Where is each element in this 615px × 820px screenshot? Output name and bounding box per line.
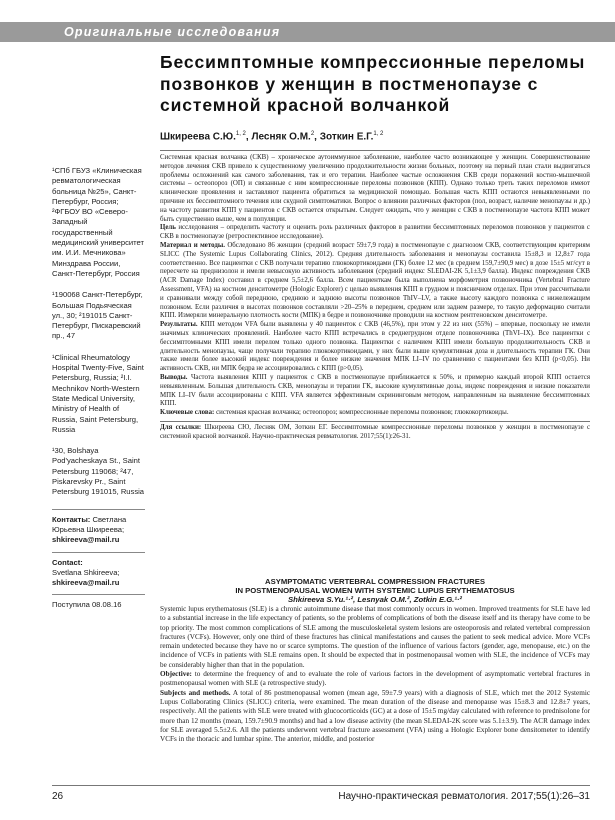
author-affiliation: 2 — [310, 131, 315, 137]
author-name: Зоткин Е.Г. — [319, 131, 374, 143]
abstract-en-methods: Subjects and methods. A total of 86 postmenopausal women (mean age, 59±7.9 years) with a diagnosis of SLE, which met the 2012 Systemic Lupus Collaborating Clinics (SLICC) criteria, were examined. The mean duration of the disease and menopause was 15±8.3 and 12.8±7 years, respectively. All the patients with SLE were treated with glucocorticoids (GC) at a dose of 15±5 mg/day calculated with reference to prednisolone for more than 12 months (mean, 159.7±90.9 months) and had a low disease activity (the mean SLEDAI-2K score was 5.1±3.9). The ACR damage index for SLE averaged 5.5±2.6. All the patients underwent vertebral fracture assessment (VFA) using a Hologic Explorer bone densitometer to identify VCFs in the thoracic and lumbar spine. The anterior, middle, and posterior — [160, 688, 591, 744]
abstract-ru-objective: Цель исследования – определить частоту и оценить роль различных факторов в развитии бессимптомных переломов позвонков у пациентов с СКВ в постменопаузе (ретроспективное исследование). — [160, 224, 590, 241]
article-title: Бессимптомные компрессионные переломы позвонков у женщин в постменопаузе с системной красной волчанкой — [160, 52, 586, 115]
abstract-ru-conclusions: Выводы. Частота выявления КПП у пациенток с СКВ в постменопаузе приближается к 50%, и примерно каждый второй КПП остается невыявленным. Большая длительность СКВ, менопаузы и терапии ГК, высокие кумулятивные дозы, индекс повреждения и низкие показатели МПК LI–IV были ассоциированы с КПП. VFA является эффективным скрининговым методом, направленным на выявление бессимптомных КПП. — [160, 373, 590, 408]
sidebar-rule — [52, 509, 145, 510]
author-affiliation: 1, 2 — [373, 131, 384, 137]
english-title-line: ASYMPTOMATIC VERTEBRAL COMPRESSION FRACTURES — [265, 577, 485, 586]
title-rule — [160, 150, 590, 151]
methods-label: Материал и методы. — [160, 241, 225, 249]
journal-reference: Научно-практическая ревматология. 2017;55(1):26–31 — [338, 791, 590, 802]
contacts-label: Контакты: — [52, 514, 91, 524]
affiliation-en: ¹Clinical Rheumatology Hospital Twenty-Five, Saint Petersburg, Russia; ²I.I. Mechnikov North-Western State Medical University, Ministry of Health of Russia, Saint Petersburg, Russia — [52, 352, 144, 434]
abstract-en — [160, 605, 590, 744]
results-label: Результаты. — [160, 321, 198, 329]
citation-rule — [160, 421, 590, 422]
contacts-en — [52, 558, 145, 589]
author-name: Шкиреева С.Ю. — [160, 131, 236, 143]
english-heading — [160, 577, 590, 605]
contact-name: Svetlana Shkireeva; — [52, 567, 120, 577]
contacts-name: Светлана Юрьевна Шкиреева; — [52, 514, 127, 534]
address-ru: ¹190068 Санкт-Петербург, Большая Подьяческая ул., 30; ²191015 Санкт-Петербург, Пискаревский пр., 47 — [52, 290, 143, 341]
objective-label-en: Objective: — [160, 670, 192, 679]
abstract-ru-citation: Для ссылки: Шкиреева СЮ, Лесняк ОМ, Зоткин ЕГ. Бессимптомные компрессионные переломы позвонков у женщин в постменопаузе с системной красной волчанкой. Научно-практическая ревматология. 2017;55(1):26-31. — [160, 423, 590, 440]
contact-label: Contact: — [52, 557, 83, 567]
sidebar-rule — [52, 552, 145, 553]
keywords-label: Ключевые слова: — [160, 409, 215, 417]
methods-label-en: Subjects and methods. — [160, 688, 231, 697]
page-number: 26 — [52, 791, 64, 802]
english-title-line: IN POSTMENOPAUSAL WOMEN WITH SYSTEMIC LUPUS ERYTHEMATOSUS — [235, 586, 515, 596]
page-footer — [52, 785, 590, 802]
citation-label: Для ссылки: — [160, 423, 202, 431]
contacts-email-link[interactable]: shkireeva@mail.ru — [52, 535, 120, 545]
conclusions-label: Выводы. — [160, 373, 188, 381]
contacts-ru — [52, 515, 145, 546]
abstract-en-intro: Systemic lupus erythematosus (SLE) is a chronic autoimmune disease that most commonly occurs in women. Improved treatments for SLE have led to a substantial increase in the life expectancy of patients, so the problems of complications of both the disease itself and its therapy have come to be top priority. The most common complications of SLE among the musculoskeletal system lesions are osteoporosis and related vertebral compression fractures (VCFs). However, only one third of these fractures has clinical manifestations and causes the patient to seek medical advice. More VCFs remain undetected because they have no or scarce symptoms. The question of the influence of various factors (gender, age, menopause, etc.) on the incidence of VCFs in patients with SLE remains open. It should be expected that in postmenopausal women with SLE, the incidence of VCFs may be considerably higher than that in the population. — [160, 605, 590, 669]
abstract-ru-intro: Системная красная волчанка (СКВ) – хроническое аутоиммунное заболевание, наиболее часто возникающее у женщин. Совершенствование методов лечения СКВ привело к существенному увеличению продолжительности жизни больных, поэтому на первый план стали выдвигаться проблемы осложнений как самого заболевания, так и его терапии. Наиболее частые осложнения СКВ среди поражений костно-мышечной системы – остеопороз (ОП) и связанные с ним компрессионные переломы позвонков (КПП). Однако только треть таких переломов имеют клинические проявления и заставляют пациента обратиться за медицинской помощью. Большая часть КПП остаются невыявленными по причине их бессимптомного течения или скудной симптоматики. Вопрос о влиянии различных факторов (пол, возраст, наличие менопаузы и др.) на частоту развития КПП у пациентов с СКВ остается открытым. Следует ожидать, что у женщин с СКВ в постменопаузе частота КПП может быть существенно выше, чем в популяции. — [160, 154, 590, 223]
sidebar-rule — [52, 594, 145, 595]
english-authors: Shkireeva S.Yu.¹·², Lesnyak O.M.², Zotkin E.G.¹·² — [288, 595, 462, 605]
author-list: Шкиреева С.Ю.$^{1, 2}$, Лесняк О.М.$^2$, Зоткин Е.Г.$^{1, 2}$ — [160, 131, 384, 143]
abstract-ru-methods: Материал и методы. Обследовано 86 женщин (средний возраст 59±7,9 года) в постменопаузе с диагнозом СКВ, соответствующим критериям SLICC (The Systemic Lupus Collaborating Clinics, 2012). Средняя длительность заболевания и менопаузы составила 15±8,3 и 12,8±7 года соответственно. Все пациентки с СКВ получали терапию глюкокортикоидами (ГК) более 12 мес (в среднем 159,7±90,9 мес) в дозе 15±5 мг/сут в пересчете на преднизолон и имели невысокую активность заболевания (средний индекс SLEDAI-2K 5,1±3,9 балла). Индекс повреждения СКВ (ACR Damage Index) составил в среднем 5,5±2,6 балла. Всем пациенткам была выполнена морфометрия позвоночника (Vertebral Fracture Assessment, VFA) на костном денситометре (Hologic Explorer) с целью выявления КПП в грудном и поясничном отделах. При этом рассчитывали и сравнивали между собой переднюю, среднюю и заднюю высоты позвонков ThIV–LV, а также высоту каждого позвонка с нижележащим позвонком. Если различия в высотах позвонков составляли >20–25% в переднем, среднем или заднем размере, то такую деформацию считали КПП. Измеряли минеральную плотность кости (МПК) в бедре и позвоночнике проводили на костном рентгеновском денситометре. — [160, 241, 590, 320]
author-name: Лесняк О.М. — [251, 131, 311, 143]
section-header: Оригинальные исследования — [0, 22, 615, 42]
affiliation-ru: ¹СПб ГБУЗ «Клиническая ревматологическая больница №25», Санкт-Петербург, Россия; ²ФГБОУ ВО «Северо-Западный государственный медицинский университет им. И.И. Мечникова» Минздрава России, Санкт-Петербург, Россия — [52, 166, 144, 278]
abstract-ru — [160, 154, 590, 442]
received-date: Поступила 08.08.16 — [52, 600, 122, 610]
objective-label: Цель — [160, 224, 176, 232]
author-affiliation: 1, 2 — [235, 131, 246, 137]
address-en: ¹30, Bolshaya Pod'yacheskaya St., Saint Petersburg 119068; ²47, Piskarevsky Pr., Saint Petersburg 191015, Russia — [52, 446, 145, 497]
contact-email-link[interactable]: shkireeva@mail.ru — [52, 578, 120, 588]
abstract-ru-keywords: Ключевые слова: системная красная волчанка; остеопороз; компрессионные переломы позвонков; глюкокортикоиды. — [160, 409, 509, 417]
abstract-ru-results: Результаты. КПП методом VFA были выявлены у 40 пациенток с СКВ (46,5%), при этом у 22 из них (55%) – впервые, поскольку не имели значимых клинических проявлений. Наиболее часто КПП встречались в среднегрудном отделе позвоночника (ThVI–IX). Все пациентки с бессимптомными КПП имели перелом только одного позвонка. Пациентки с наличием КПП имели большую продолжительность СКВ и длительность менопаузы, чаще получали терапию глюкокортикоидами, у них были выше кумулятивная доза и длительность терапии ГК. Они также имели более высокий индекс повреждения и более низкие значения МПК LI–IV по сравнению с пациентами без КПП (p<0,05). Ни активность СКВ, ни МПК бедра не ассоциировались с КПП (p>0,05). — [160, 321, 591, 373]
abstract-en-objective: Objective: to determine the frequency of and to evaluate the role of various factors in the development of asymptomatic vertebral fractures in postmenopausal women with SLE (a retrospective study). — [160, 670, 591, 688]
affiliations-sidebar — [52, 166, 145, 611]
